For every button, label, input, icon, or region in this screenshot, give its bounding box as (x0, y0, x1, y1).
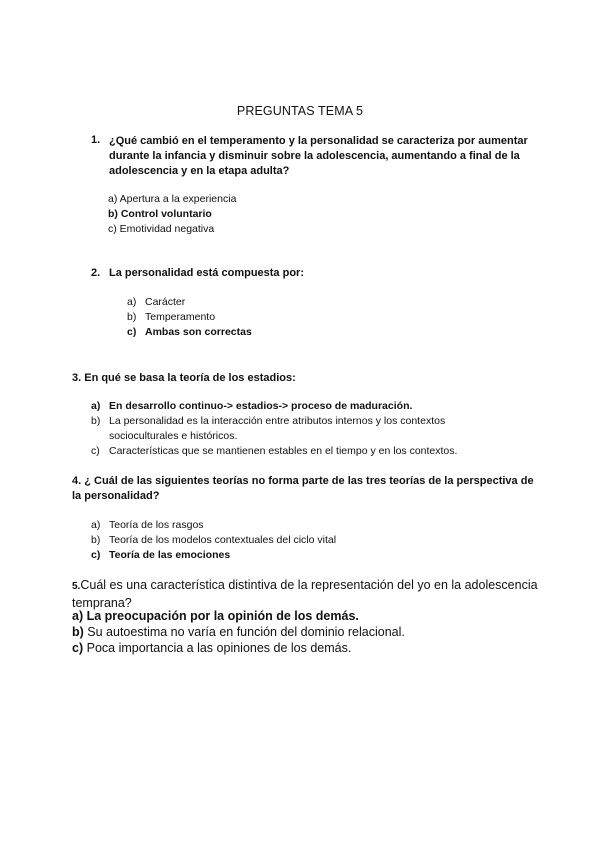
question-2-text: La personalidad está compuesta por: (109, 267, 304, 279)
option-text: Su autoestima no varía en función del dominio relacional. (87, 625, 405, 639)
question-5-body: Cuál es una característica distintiva de la representación del yo en la adolescencia temprana? (72, 578, 538, 610)
option-text: Ambas son correctas (145, 326, 252, 338)
question-5-number: 5. (72, 581, 81, 592)
option-text: Teoría de los modelos contextuales del ciclo vital (109, 534, 337, 546)
option-text: Temperamento (145, 311, 216, 323)
question-1-options (108, 192, 528, 237)
question-3-options (91, 399, 521, 459)
question-4-options (91, 518, 521, 563)
option-letter: c) (72, 641, 84, 655)
option-letter: b) (72, 625, 84, 639)
question-2-option-a (127, 295, 507, 310)
option-text: Poca importancia a las opiniones de los demás. (86, 641, 352, 655)
question-1-option-a: a) Apertura a la experiencia (108, 193, 237, 205)
question-2-option-b (127, 310, 507, 325)
question-3-text: 3. En qué se basa la teoría de los estadios: (72, 372, 296, 384)
question-1-option-c: c) Emotividad negativa (108, 223, 215, 235)
question-2-options (127, 295, 507, 340)
question-5-option-c (72, 640, 542, 656)
option-letter: a) (72, 609, 84, 623)
option-letter: b) (127, 311, 137, 323)
question-3-option-c (91, 444, 521, 459)
question-2-number: 2. (91, 267, 101, 279)
question-1-option-b: b) Control voluntario (108, 208, 212, 220)
option-text: Carácter (145, 296, 186, 308)
option-text: La preocupación por la opinión de los demás. (86, 609, 359, 623)
question-4-option-a (91, 518, 521, 533)
question-4-option-c (91, 548, 521, 563)
option-letter: c) (91, 445, 100, 457)
option-text: La personalidad es la interacción entre atributos internos y los contextos socioculturales e históricos. (109, 415, 446, 442)
page-title: PREGUNTAS TEMA 5 (236, 104, 364, 118)
option-letter: a) (127, 296, 137, 308)
option-letter: b) (91, 534, 101, 546)
question-5-option-a (72, 608, 542, 624)
question-1-number: 1. (91, 134, 101, 146)
option-letter: a) (91, 400, 101, 412)
question-2-option-c (127, 325, 507, 340)
option-letter: c) (91, 549, 101, 561)
question-3-option-a (91, 399, 521, 414)
question-4-text: 4. ¿ Cuál de las siguientes teorías no forma parte de las tres teorías de la perspectiva de la personalidad? (72, 475, 534, 502)
question-3-option-b (91, 414, 521, 444)
option-letter: c) (127, 326, 137, 338)
question-4-option-b (91, 533, 521, 548)
option-text: Teoría de los rasgos (109, 519, 204, 531)
option-letter: a) (91, 519, 101, 531)
question-5-option-b (72, 624, 542, 640)
question-5-options (72, 608, 542, 656)
option-text: Teoría de las emociones (109, 549, 231, 561)
option-text: Características que se mantienen estables en el tiempo y en los contextos. (109, 445, 458, 457)
question-1-text: ¿Qué cambió en el temperamento y la personalidad se caracteriza por aumentar durante la infancia y disminuir sobre la adolescencia, aumentando a final de la adolescencia y en la etapa adulta? (109, 135, 528, 177)
option-letter: b) (91, 415, 101, 427)
question-5-text (72, 577, 542, 611)
option-text: En desarrollo continuo-> estadios-> proceso de maduración. (109, 400, 413, 412)
